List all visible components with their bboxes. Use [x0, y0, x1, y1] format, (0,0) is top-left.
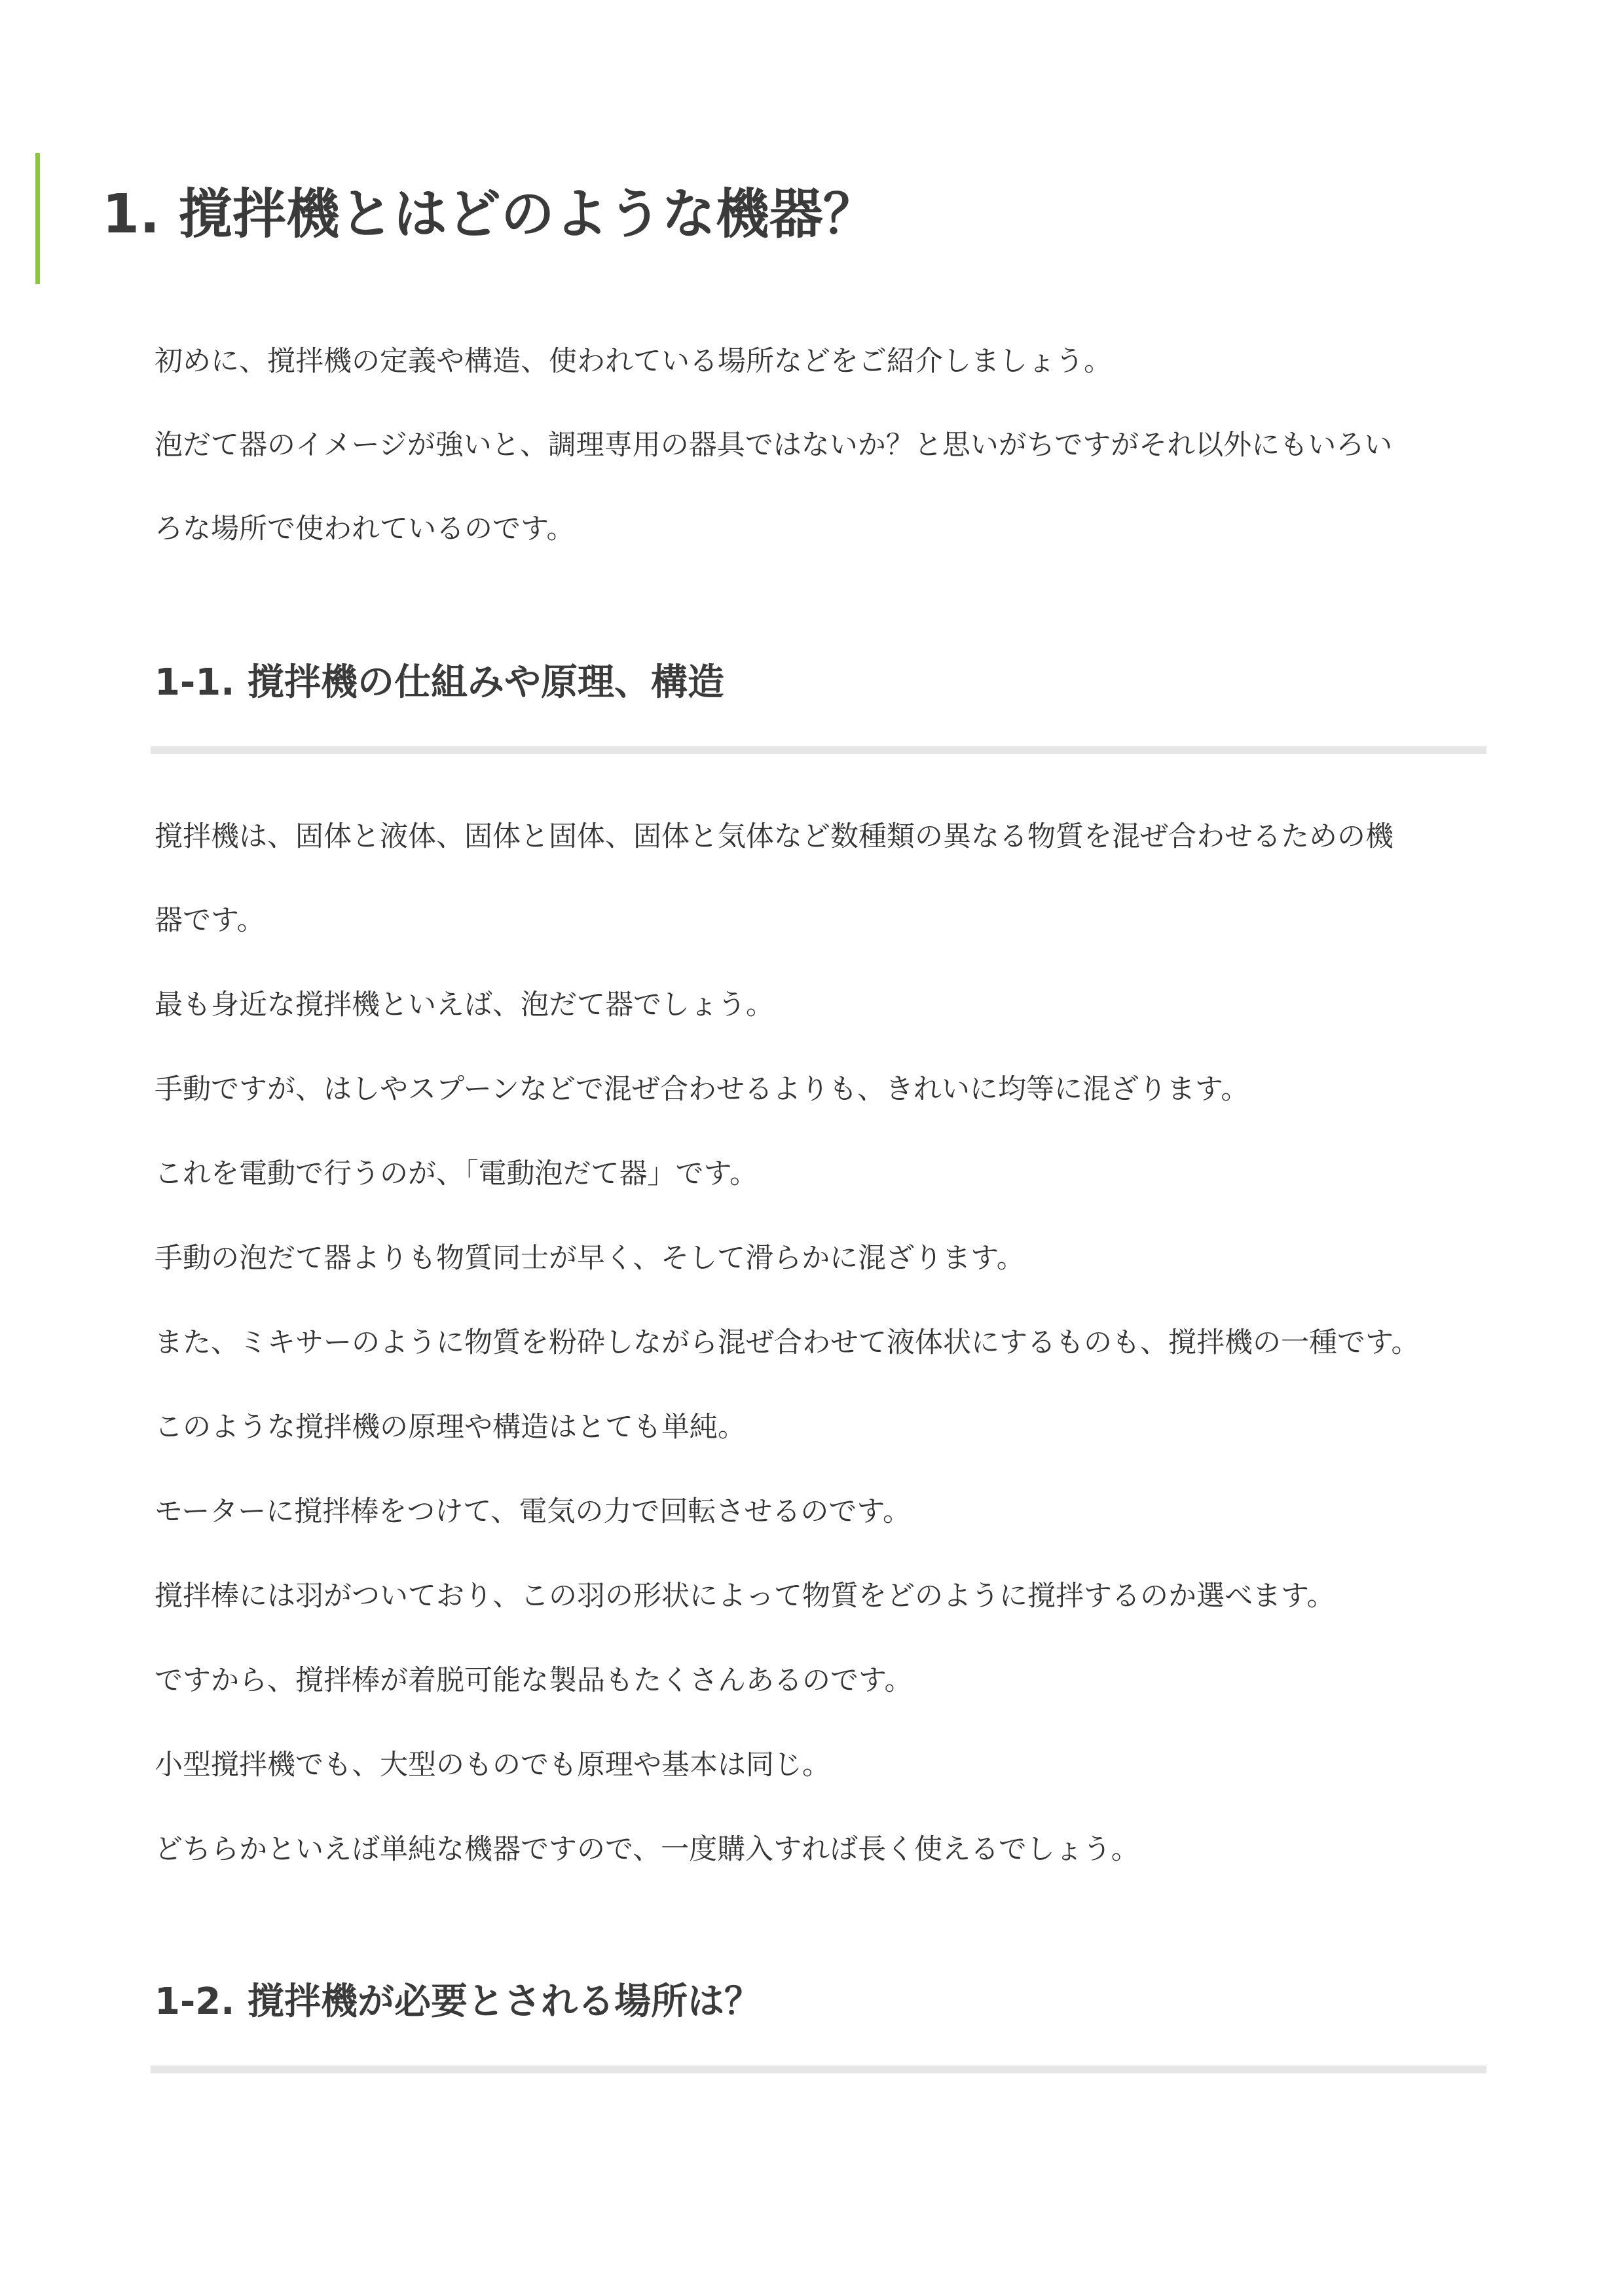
section-1-1-paragraph: 小型撹拌機でも、大型のものでも原理や基本は同じ。 [155, 1749, 830, 1781]
section-1-2-divider [151, 2066, 1486, 2073]
section-1-1-paragraph: どちらかといえば単純な機器ですので、一度購入すれば長く使えるでしょう。 [155, 1833, 1139, 1866]
section-1-1-title: 1-1. 撹拌機の仕組みや原理、構造 [155, 661, 724, 704]
section-1-1-paragraph: 手動ですが、はしやスプーンなどで混ぜ合わせるよりも、きれいに均等に混ざります。 [155, 1073, 1249, 1106]
section-1-1-paragraph: ですから、撹拌棒が着脱可能な製品もたくさんあるのです。 [155, 1664, 913, 1697]
section-1-paragraph: 泡だて器のイメージが強いと、調理専用の器具ではないか？と思いがちですがそれ以外にもいろい [155, 429, 1393, 462]
section-1-1-paragraph: 撹拌棒には羽がついており、この羽の形状によって物質をどのように撹拌するのか選べます。 [155, 1580, 1335, 1613]
section-1-1-paragraph: 撹拌機は、固体と液体、固体と固体、固体と気体など数種類の異なる物質を混ぜ合わせるための機 [155, 820, 1393, 853]
section-1-1-paragraph: これを電動で行うのが、「電動泡だて器」です。 [155, 1157, 758, 1190]
section-1-2-title: 1-2. 撹拌機が必要とされる場所は？ [155, 1980, 761, 2023]
section-1-1-divider [151, 746, 1486, 754]
section-1-paragraph: 初めに、撹拌機の定義や構造、使われている場所などをご紹介しましょう。 [155, 345, 1112, 378]
section-1-paragraph: ろな場所で使われているのです。 [155, 513, 575, 545]
section-1-1-paragraph: 最も身近な撹拌機といえば、泡だて器でしょう。 [155, 989, 774, 1021]
section-1-title: 1. 撹拌機とはどのような機器？ [102, 183, 877, 246]
section-1-1-paragraph: このような撹拌機の原理や構造はとても単純。 [155, 1411, 746, 1444]
section-1-1-paragraph: また、ミキサーのように物質を粉砕しながら混ぜ合わせて液体状にするものも、撹拌機の一種です。 [155, 1326, 1420, 1359]
heading-accent-bar [35, 153, 40, 284]
section-1-1-paragraph: 手動の泡だて器よりも物質同士が早く、そして滑らかに混ざります。 [155, 1242, 1025, 1275]
section-1-1-paragraph: 器です。 [155, 904, 265, 937]
section-1-1-paragraph: モーターに撹拌棒をつけて、電気の力で回転させるのです。 [155, 1495, 911, 1528]
